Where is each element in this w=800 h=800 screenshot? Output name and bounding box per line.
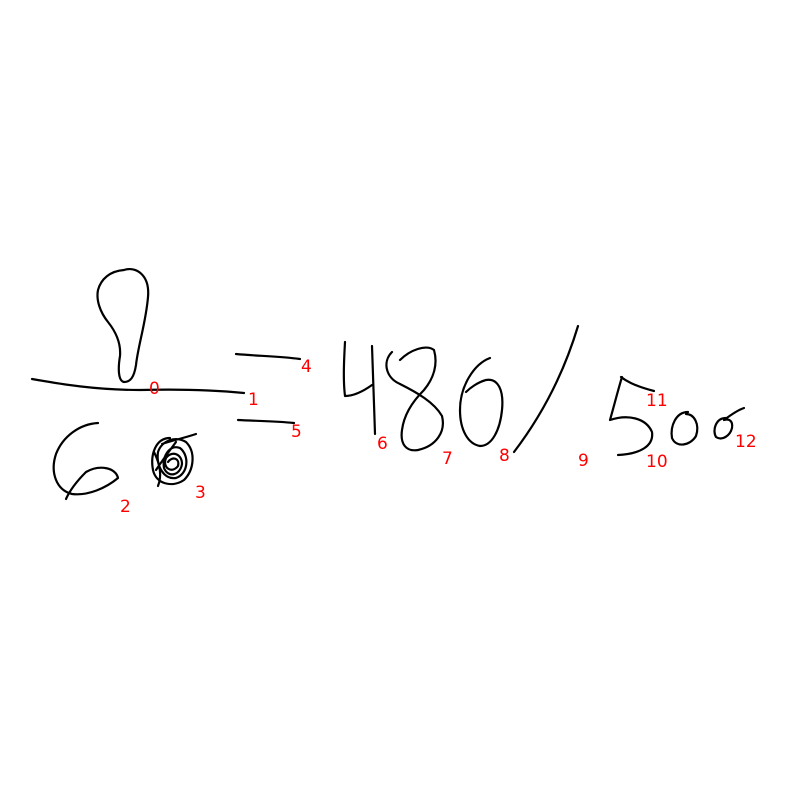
stroke-label-10: 10 — [646, 452, 668, 472]
stroke-9 — [514, 326, 578, 452]
stroke-label-8: 8 — [499, 446, 510, 466]
stroke-label-7: 7 — [442, 449, 453, 469]
stroke-12 — [672, 408, 744, 445]
stroke-6 — [344, 342, 375, 434]
stroke-label-9: 9 — [578, 451, 589, 471]
stroke-label-5: 5 — [291, 422, 302, 442]
stroke-label-1: 1 — [248, 390, 259, 410]
stroke-7 — [386, 348, 442, 451]
stroke-3 — [152, 434, 196, 486]
stroke-5 — [238, 420, 294, 423]
stroke-2 — [54, 423, 118, 499]
stroke-label-3: 3 — [195, 483, 206, 503]
stroke-label-2: 2 — [120, 497, 131, 517]
stroke-label-4: 4 — [301, 357, 312, 377]
stroke-11 — [621, 377, 654, 391]
ink-strokes — [32, 269, 744, 499]
stroke-label-6: 6 — [377, 434, 388, 454]
stroke-4 — [236, 354, 300, 359]
stroke-label-0: 0 — [149, 379, 160, 399]
stroke-label-12: 12 — [735, 432, 757, 452]
stroke-label-11: 11 — [646, 391, 668, 411]
stroke-0 — [97, 269, 148, 382]
stroke-1 — [32, 379, 244, 393]
stroke-8 — [460, 358, 502, 446]
